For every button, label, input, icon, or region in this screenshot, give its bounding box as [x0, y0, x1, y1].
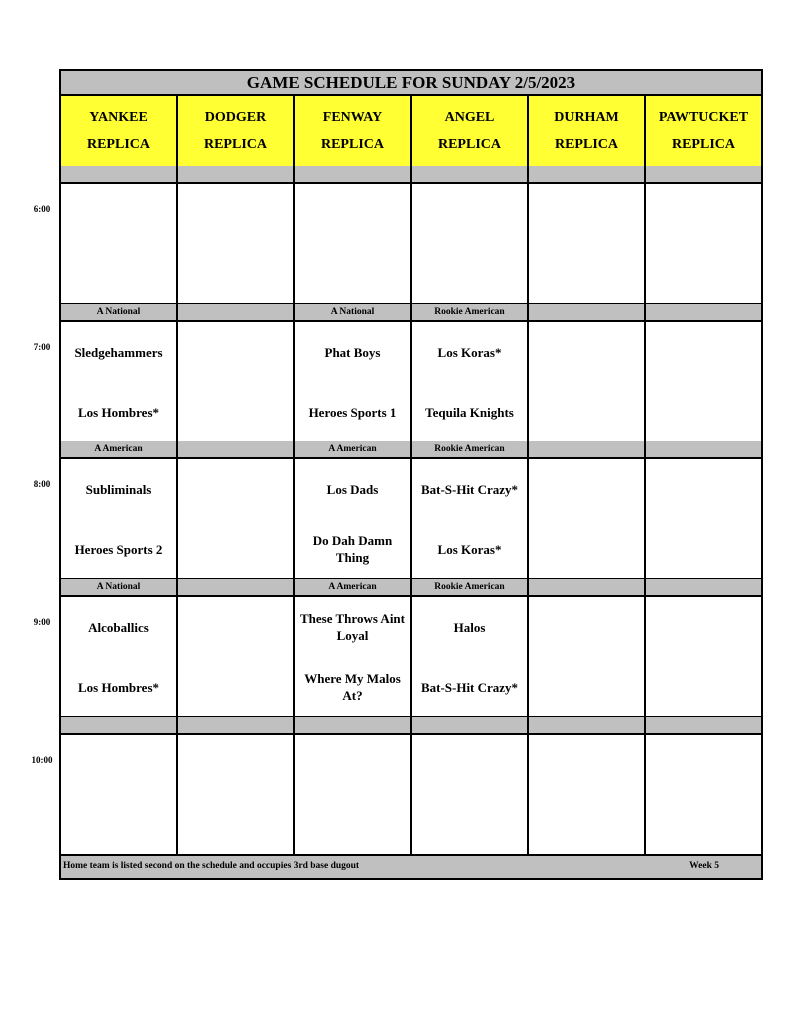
time-label: 6:00	[33, 204, 51, 214]
game-cell-durham	[529, 459, 646, 580]
game-cell-angel	[412, 735, 529, 856]
schedule-title: GAME SCHEDULE FOR SUNDAY 2/5/2023	[61, 71, 761, 96]
division-label-angel: Rookie American	[412, 304, 529, 322]
division-label-yankee	[61, 166, 178, 184]
field-sub: REPLICA	[320, 137, 384, 152]
game-row	[61, 735, 761, 856]
away-team: Los Dads	[326, 481, 379, 497]
game-cell-pawtucket	[646, 322, 761, 443]
home-team: Los Koras*	[437, 541, 502, 557]
game-cell-dodger	[178, 184, 295, 305]
division-row	[61, 441, 761, 459]
week-label: Week 5	[689, 861, 719, 871]
game-cell-angel	[412, 184, 529, 305]
game-cell-yankee	[61, 184, 178, 305]
home-team	[412, 250, 527, 298]
home-team	[646, 388, 761, 436]
division-label-dodger	[178, 166, 295, 184]
away-team	[529, 190, 644, 238]
home-team	[178, 250, 293, 298]
division-label-yankee: A American	[61, 441, 178, 459]
game-cell-fenway	[295, 597, 412, 718]
away-team	[646, 741, 761, 789]
field-sub: REPLICA	[554, 137, 618, 152]
division-row	[61, 579, 761, 597]
game-cell-pawtucket	[646, 735, 761, 856]
division-label-fenway: A American	[295, 441, 412, 459]
game-cell-yankee	[61, 322, 178, 443]
away-team	[178, 741, 293, 789]
away-team	[646, 190, 761, 238]
home-team: Los Hombres*	[77, 679, 159, 695]
home-team: Heroes Sports 2	[74, 541, 163, 557]
home-team	[178, 388, 293, 436]
home-team	[646, 250, 761, 298]
game-cell-angel	[412, 597, 529, 718]
division-row	[61, 166, 761, 184]
division-label-angel: Rookie American	[412, 441, 529, 459]
home-team	[529, 250, 644, 298]
game-cell-yankee	[61, 597, 178, 718]
division-label-fenway: A American	[295, 579, 412, 597]
game-row	[61, 184, 761, 305]
away-team: Bat-S-Hit Crazy*	[420, 481, 519, 497]
game-cell-durham	[529, 184, 646, 305]
home-team	[295, 801, 410, 849]
away-team: Sledgehammers	[74, 344, 163, 360]
home-team: Where My Malos At?	[304, 671, 401, 703]
away-team	[178, 190, 293, 238]
field-name: DODGER	[204, 110, 267, 125]
game-cell-durham	[529, 597, 646, 718]
home-team	[646, 525, 761, 573]
field-name: ANGEL	[444, 110, 495, 125]
home-team	[529, 525, 644, 573]
home-team	[295, 250, 410, 298]
division-label-fenway: A National	[295, 304, 412, 322]
away-team	[529, 741, 644, 789]
away-team: Los Koras*	[437, 344, 502, 360]
away-team	[412, 190, 527, 238]
division-label-durham	[529, 441, 646, 459]
game-cell-pawtucket	[646, 459, 761, 580]
away-team	[529, 465, 644, 513]
game-cell-pawtucket	[646, 597, 761, 718]
schedule-sheet	[59, 69, 763, 880]
away-team: Subliminals	[85, 481, 152, 497]
away-team	[295, 741, 410, 789]
home-team	[646, 801, 761, 849]
division-label-pawtucket	[646, 441, 761, 459]
division-label-fenway	[295, 717, 412, 735]
division-label-dodger	[178, 304, 295, 322]
footer-bar	[61, 854, 761, 878]
away-team	[178, 603, 293, 651]
home-team	[529, 801, 644, 849]
away-team	[529, 603, 644, 651]
home-team	[178, 525, 293, 573]
game-cell-pawtucket	[646, 184, 761, 305]
division-label-dodger	[178, 441, 295, 459]
away-team	[646, 465, 761, 513]
division-label-pawtucket	[646, 579, 761, 597]
division-label-dodger	[178, 717, 295, 735]
division-label-dodger	[178, 579, 295, 597]
division-label-angel	[412, 717, 529, 735]
division-label-pawtucket	[646, 717, 761, 735]
home-team: Los Hombres*	[77, 404, 159, 420]
game-row	[61, 459, 761, 580]
home-team: Do Dah Damn Thing	[312, 533, 393, 565]
home-team	[61, 250, 176, 298]
division-label-angel: Rookie American	[412, 579, 529, 597]
away-team: Phat Boys	[324, 344, 381, 360]
time-label: 8:00	[33, 479, 51, 489]
home-team	[646, 663, 761, 711]
away-team	[61, 741, 176, 789]
division-row	[61, 717, 761, 735]
home-team	[178, 663, 293, 711]
time-label: 9:00	[33, 617, 51, 627]
game-cell-fenway	[295, 459, 412, 580]
game-cell-durham	[529, 322, 646, 443]
game-cell-yankee	[61, 459, 178, 580]
home-team: Heroes Sports 1	[308, 404, 397, 420]
division-row	[61, 304, 761, 322]
game-row	[61, 322, 761, 443]
division-label-fenway	[295, 166, 412, 184]
game-cell-durham	[529, 735, 646, 856]
field-sub: REPLICA	[203, 137, 267, 152]
away-team	[61, 190, 176, 238]
home-team	[412, 801, 527, 849]
division-label-durham	[529, 166, 646, 184]
division-label-angel	[412, 166, 529, 184]
home-team	[178, 801, 293, 849]
division-label-durham	[529, 717, 646, 735]
field-name: FENWAY	[322, 110, 383, 125]
away-team: Alcoballics	[88, 619, 149, 635]
field-sub: REPLICA	[86, 137, 150, 152]
game-cell-dodger	[178, 597, 295, 718]
away-team	[412, 741, 527, 789]
time-label: 7:00	[33, 342, 51, 352]
away-team	[529, 328, 644, 376]
field-name: YANKEE	[89, 110, 148, 125]
division-label-pawtucket	[646, 304, 761, 322]
away-team	[178, 328, 293, 376]
home-team	[529, 388, 644, 436]
game-cell-dodger	[178, 459, 295, 580]
game-row	[61, 597, 761, 718]
time-label: 10:00	[31, 755, 53, 765]
division-label-pawtucket	[646, 166, 761, 184]
away-team: These Throws Aint Loyal	[300, 611, 405, 643]
game-cell-yankee	[61, 735, 178, 856]
division-label-yankee: A National	[61, 304, 178, 322]
home-team	[61, 801, 176, 849]
home-team	[529, 663, 644, 711]
game-cell-fenway	[295, 184, 412, 305]
game-cell-angel	[412, 459, 529, 580]
field-name: DURHAM	[554, 110, 619, 125]
game-cell-dodger	[178, 735, 295, 856]
game-cell-dodger	[178, 322, 295, 443]
field-sub: REPLICA	[437, 137, 501, 152]
division-label-yankee: A National	[61, 579, 178, 597]
game-cell-angel	[412, 322, 529, 443]
division-label-yankee	[61, 717, 178, 735]
home-team: Tequila Knights	[425, 404, 514, 420]
home-team: Bat-S-Hit Crazy*	[420, 679, 519, 695]
away-team	[646, 328, 761, 376]
away-team	[178, 465, 293, 513]
away-team	[646, 603, 761, 651]
away-team: Halos	[453, 619, 486, 635]
away-team	[295, 190, 410, 238]
field-name: PAWTUCKET	[658, 110, 749, 125]
game-cell-fenway	[295, 735, 412, 856]
division-label-durham	[529, 304, 646, 322]
footer-note: Home team is listed second on the schedule and occupies 3rd base dugout	[63, 861, 360, 871]
field-sub: REPLICA	[671, 137, 735, 152]
division-label-durham	[529, 579, 646, 597]
game-cell-fenway	[295, 322, 412, 443]
